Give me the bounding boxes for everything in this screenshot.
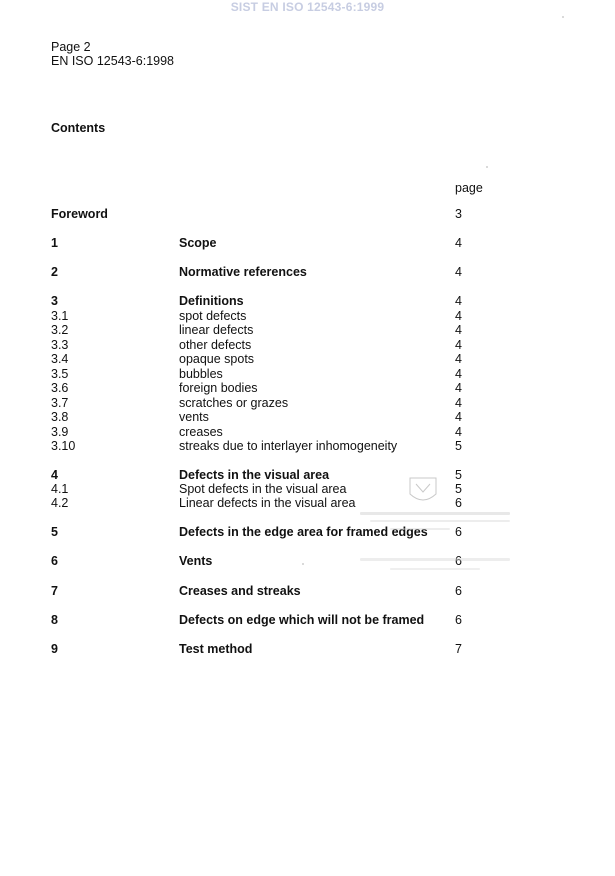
toc-row[interactable] (0, 396, 615, 411)
toc-entry-number: 3.6 (51, 381, 69, 395)
toc-entry-page: 3 (455, 207, 462, 221)
toc-row[interactable] (0, 294, 615, 309)
toc-entry-title: spot defects (179, 309, 247, 323)
toc-row[interactable] (0, 482, 615, 497)
toc-entry-page: 4 (455, 265, 462, 279)
toc-entry-title: Linear defects in the visual area (179, 496, 356, 510)
toc-entry-title: streaks due to interlayer inhomogeneity (179, 439, 398, 453)
toc-entry-page: 4 (455, 323, 462, 337)
toc-entry-page: 5 (455, 468, 462, 482)
toc-entry-number: 3.4 (51, 352, 69, 366)
page-number-line: Page 2 (51, 40, 91, 54)
toc-entry-title: Vents (179, 554, 213, 568)
toc-entry-title: creases (179, 425, 223, 439)
toc-entry-title: foreign bodies (179, 381, 258, 395)
toc-entry-page: 4 (455, 410, 462, 424)
toc-entry-title: vents (179, 410, 209, 424)
toc-entry-number: 3.9 (51, 425, 69, 439)
toc-entry-number: 4 (51, 468, 58, 482)
toc-row[interactable] (0, 642, 615, 657)
toc-row[interactable] (0, 236, 615, 251)
toc-entry-number: 3.8 (51, 410, 69, 424)
toc-entry-number: 4.1 (51, 482, 69, 496)
toc-row[interactable] (0, 381, 615, 396)
toc-entry-page: 6 (455, 584, 462, 598)
toc-entry-number: 5 (51, 525, 58, 539)
toc-row[interactable] (0, 338, 615, 353)
toc-entry-page: 6 (455, 554, 462, 568)
toc-entry-title: Scope (179, 236, 217, 250)
toc-entry-title: Defects in the edge area for framed edges (179, 525, 428, 539)
toc-entry-number: 4.2 (51, 496, 69, 510)
toc-entry-title: Test method (179, 642, 253, 656)
toc-entry-page: 4 (455, 338, 462, 352)
toc-entry-number: 3.10 (51, 439, 76, 453)
toc-entry-page: 4 (455, 309, 462, 323)
toc-entry-page: 6 (455, 613, 462, 627)
toc-entry-number: 3.7 (51, 396, 69, 410)
scan-speck (302, 563, 304, 565)
toc-entry-number: 7 (51, 584, 58, 598)
toc-entry-title: Spot defects in the visual area (179, 482, 347, 496)
toc-entry-number: Foreword (51, 207, 108, 221)
toc-entry-page: 6 (455, 525, 462, 539)
contents-heading: Contents (51, 121, 106, 135)
toc-row[interactable] (0, 207, 615, 222)
toc-entry-page: 5 (455, 439, 462, 453)
toc-entry-page: 4 (455, 236, 462, 250)
scan-speck (486, 166, 488, 168)
toc-row[interactable] (0, 352, 615, 367)
toc-entry-page: 4 (455, 381, 462, 395)
watermark: SIST EN ISO 12543-6:1999 (230, 0, 385, 14)
toc-entry-number: 6 (51, 554, 58, 568)
toc-row[interactable] (0, 265, 615, 280)
toc-entry-number: 3 (51, 294, 58, 308)
page-header (51, 40, 174, 68)
toc-row[interactable] (0, 323, 615, 338)
scan-speck (562, 16, 564, 18)
toc-entry-title: Normative references (179, 265, 307, 279)
toc-entry-title: other defects (179, 338, 252, 352)
toc-entry-page: 5 (455, 482, 462, 496)
toc-entry-page: 7 (455, 642, 462, 656)
page-column-label: page (455, 181, 483, 195)
toc-row[interactable] (0, 425, 615, 440)
toc-row[interactable] (0, 584, 615, 599)
toc-entry-title: Creases and streaks (179, 584, 301, 598)
toc-entry-page: 4 (455, 396, 462, 410)
toc-entry-number: 9 (51, 642, 58, 656)
toc-entry-page: 4 (455, 352, 462, 366)
toc-entry-title: opaque spots (179, 352, 255, 366)
toc-entry-number: 3.1 (51, 309, 69, 323)
toc-entry-number: 3.3 (51, 338, 69, 352)
toc-entry-page: 6 (455, 496, 462, 510)
toc-entry-title: bubbles (179, 367, 223, 381)
toc-row[interactable] (0, 439, 615, 454)
toc-entry-number: 8 (51, 613, 58, 627)
toc-row[interactable] (0, 468, 615, 483)
toc-row[interactable] (0, 309, 615, 324)
standard-number-line: EN ISO 12543-6:1998 (51, 54, 174, 68)
toc-entry-number: 3.2 (51, 323, 69, 337)
toc-entry-number: 1 (51, 236, 58, 250)
toc-entry-number: 3.5 (51, 367, 69, 381)
toc-entry-title: Defects on edge which will not be framed (179, 613, 425, 627)
toc-entry-number: 2 (51, 265, 58, 279)
toc-entry-title: linear defects (179, 323, 254, 337)
toc-entry-title: Defects in the visual area (179, 468, 330, 482)
toc-row[interactable] (0, 613, 615, 628)
toc-entry-title: Definitions (179, 294, 244, 308)
toc-entry-page: 4 (455, 367, 462, 381)
toc-row[interactable] (0, 525, 615, 540)
toc-entry-page: 4 (455, 294, 462, 308)
toc-row[interactable] (0, 410, 615, 425)
toc-row[interactable] (0, 554, 615, 569)
toc-row[interactable] (0, 367, 615, 382)
toc-row[interactable] (0, 496, 615, 511)
toc-entry-page: 4 (455, 425, 462, 439)
toc-entry-title: scratches or grazes (179, 396, 289, 410)
